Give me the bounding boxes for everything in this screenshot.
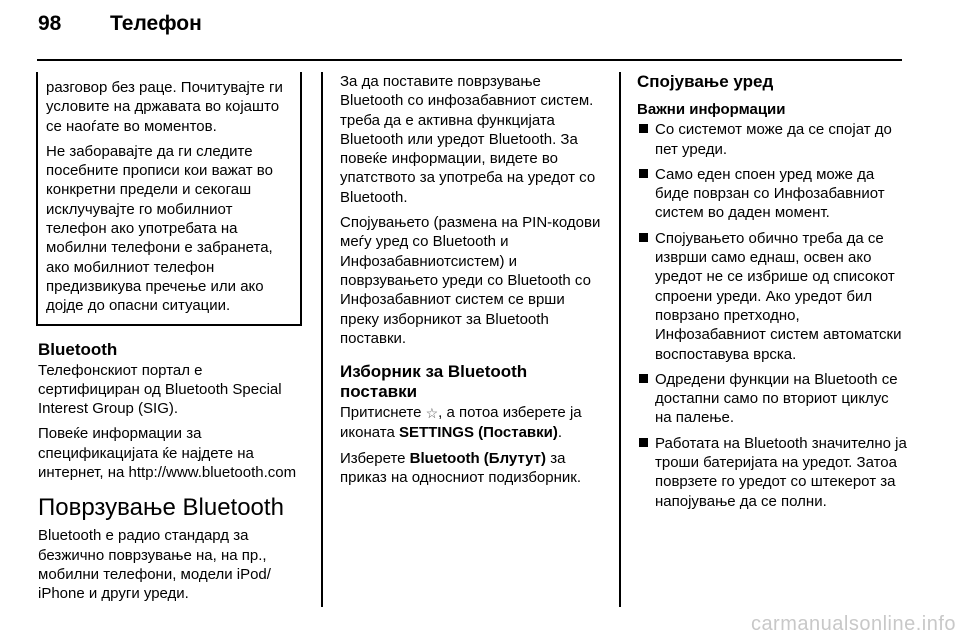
list-item: Спојувањето обично треба да се изврши само еднаш, освен ако уредот не се избрише од списокот спроени уреди. Ако уредот бил поврзано претходно, Инфозабавниот систем автоматски воспоставува врска. [637, 229, 907, 364]
list-item: Со системот може да се спојат до пет уреди. [637, 120, 907, 159]
warning-paragraph-2: Не заборавајте да ги следите посебните прописи кои важат во конкретни предели и секогаш исклучувајте го мобилниот телефон ако употребата на мобилни телефони е забранета, ако мобилниот телефон предизвикува пречење или ако дојде до опасни ситуации. [46, 142, 273, 315]
pairing-heading: Спојување уред [637, 72, 774, 91]
list-item: Само еден споен уред може да биде поврзан со Инфозабавниот систем во даден момент. [637, 165, 907, 223]
page-number: 98 [38, 12, 62, 35]
column-1 [38, 72, 300, 610]
bluetooth-paragraph-1: Телефонскиот портал е сертифициран од Bluetooth Special Interest Group (SIG). [38, 361, 282, 418]
warning-box [36, 72, 302, 326]
column-divider-1 [321, 72, 323, 607]
header-rule [37, 59, 902, 61]
watermark: carmanualsonline.info [750, 613, 956, 635]
column-divider-2 [619, 72, 621, 607]
warning-paragraph-1: разговор без раце. Почитувајте ги условите на државата во којашто се наоѓате во моментов. [46, 79, 283, 135]
list-item: Одредени функции на Bluetooth се достапни само по вториот циклус на палење. [637, 370, 907, 428]
press-instruction: Притиснете ☆, а потоа изберете ја иконата SETTINGS (Поставки). [340, 404, 582, 442]
bluetooth-paragraph-2: Повеќе информации за спецификацијата ќе најдете на интернет, на http://www.bluetooth.com [38, 425, 297, 482]
bluetooth-heading: Bluetooth [38, 339, 118, 359]
menu-heading: Изборник за Bluetooth поставки [340, 362, 528, 402]
connect-paragraph-1: Bluetooth е радио стандард за безжично поврзување на, на пр., мобилни телефони, модели iPod/ iPhone и други уреди. [38, 527, 271, 603]
column-2 [340, 72, 602, 493]
connect-heading: Поврзување Bluetooth [38, 494, 284, 522]
info-list [637, 120, 907, 511]
select-instruction: Изберете Bluetooth (Блутут) за приказ на односниот подизборник. [340, 449, 581, 487]
column-3 [637, 72, 907, 517]
list-item: Работата на Bluetooth значително ја троши батеријата на уредот. Затоа поврзете го уредот со штекерот за напојување да се полни. [637, 434, 907, 511]
page-header [38, 12, 202, 52]
settings-star-icon: ☆ [425, 405, 439, 422]
col2-paragraph-2: Спојувањето (размена на PIN-кодови меѓу уред со Bluetooth и Инфозабавниотсистем) и поврзувањето уреди со Bluetooth со Инфозабавниот систем се врши преку изборникот за Bluetooth поставки. [340, 214, 601, 347]
important-info-heading: Важни информации [637, 101, 786, 118]
page-title: Телефон [110, 12, 202, 35]
col2-paragraph-1: За да поставите поврзување Bluetooth со инфозабавниот систем. треба да е активна функцијата Bluetooth или уредот Bluetooth. За повеќе информации, видете во упатството за употреба на уредот со Bluetooth. [340, 73, 596, 206]
